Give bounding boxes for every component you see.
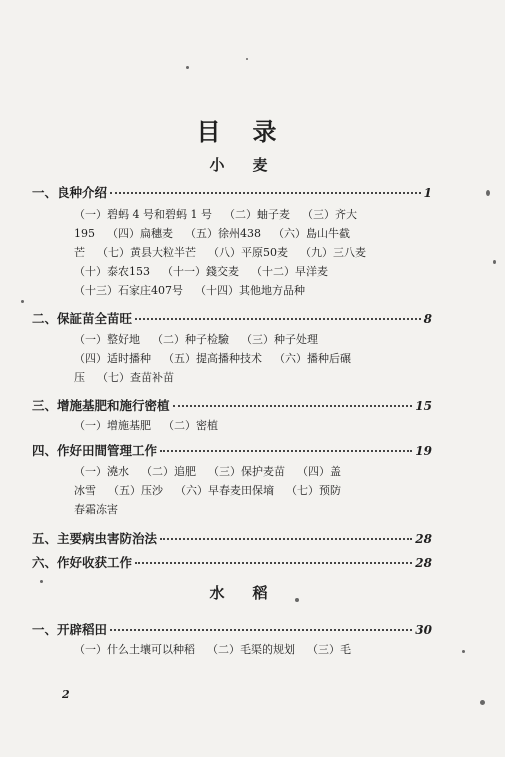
toc-subitem: （三）毛 [307,643,351,656]
toc-subitem: （二）毛渠的规划 [207,643,295,656]
toc-subitem: （十）泰农153 [74,265,150,278]
toc-subitem: （一）什么土壤可以种稻 [74,643,195,656]
toc-subitem: （五）徐州438 [185,227,261,240]
toc-entry[interactable] [32,529,432,547]
toc-subitem: （十三）石家庄407号 [74,284,183,297]
toc-subsection-list [74,640,434,659]
toc-subsection-list [74,205,434,300]
toc-entry[interactable] [32,183,432,201]
toc-subitem: （四）盖 [297,465,341,478]
section-title-wheat: 小麦 [209,156,296,174]
toc-subitem: 压 [74,371,85,384]
leader-dots [160,538,412,540]
page-title: 目录 [196,117,309,146]
toc-subitem: （九）三八麦 [300,246,366,259]
toc-subitem: （一）整好地 [74,333,140,346]
scan-speck [486,190,490,196]
toc-subitem: （七）预防 [286,484,341,497]
toc-subitem: （十二）早洋麦 [251,265,328,278]
scan-speck [21,300,24,303]
toc-page-number: 28 [415,532,432,546]
toc-subitem: （二）种子检驗 [152,333,229,346]
toc-subitem: （三）保护麦苗 [208,465,285,478]
toc-subitem: （一）碧蚂 4 号和碧蚂 1 号 [74,208,212,221]
toc-subitem: （十一）錢交麦 [162,265,239,278]
toc-subitem: （二）密植 [163,419,218,432]
toc-page-number: 28 [415,556,432,570]
toc-entry[interactable] [32,396,432,414]
toc-subitem: （五）压沙 [108,484,163,497]
toc-subitem: 芒 [74,246,85,259]
leader-dots [110,629,412,631]
toc-subitem: （四）适时播种 [74,352,151,365]
toc-entry-label: 六、作好收获工作 [32,555,133,570]
toc-subitem: （二）蚰子麦 [223,208,290,221]
toc-subitem: （六）島山牛截 [273,227,350,240]
toc-subitem: （七）查苗补苗 [97,371,174,384]
toc-page-number: 1 [423,186,432,200]
toc-entry-label: 一、良种介绍 [32,185,108,200]
toc-entry[interactable] [32,620,432,638]
toc-page-number: 15 [415,399,432,413]
leader-dots [135,562,412,564]
section-title-rice: 水稻 [209,584,296,602]
toc-entry[interactable] [32,441,432,459]
leader-dots [160,450,412,452]
scan-speck [462,650,465,653]
toc-subitem: 冰雪 [74,484,96,497]
toc-subitem: （三）种子处理 [241,333,318,346]
toc-entry-label: 五、主要病虫害防治法 [32,531,158,546]
toc-subitem: （六）播种后碾 [274,352,351,365]
toc-page-number: 30 [415,623,432,637]
scan-speck [493,260,496,264]
toc-entry-label: 三、增施基肥和施行密植 [32,398,170,413]
leader-dots [173,405,413,407]
toc-entry[interactable] [32,309,432,327]
toc-entry-label: 一、开辟稻田 [32,622,108,637]
toc-subitem: （一）澆水 [74,465,129,478]
toc-subitem: （四）扁穗麦 [107,227,173,240]
toc-subitem: （六）早春麦田保墒 [175,484,274,497]
toc-subitem: 195 [74,227,95,240]
toc-entry-label: 二、保証苗全苗旺 [32,311,133,326]
toc-subsection-list [74,330,434,387]
scan-speck [246,58,248,60]
toc-subitem: （五）提高播种技术 [163,352,262,365]
page-number: 2 [62,688,70,701]
scan-speck [480,700,485,705]
toc-subitem: （十四）其他地方品种 [195,284,305,297]
toc-page-number: 19 [415,444,432,458]
toc-subitem: 春霜冻害 [74,503,118,516]
toc-subsection-list [74,462,434,519]
toc-entry[interactable] [32,553,432,571]
toc-subitem: （八）平原50麦 [208,246,288,259]
toc-subitem: （三）齐大 [301,208,357,221]
toc-subitem: （一）增施基肥 [74,419,151,432]
leader-dots [135,318,421,320]
leader-dots [110,192,421,194]
toc-subitem: （二）追肥 [141,465,196,478]
toc-subitem: （七）黄县大粒半芒 [97,246,196,259]
toc-entry-label: 四、作好田間管理工作 [32,443,158,458]
toc-subsection-list [74,416,434,435]
toc-page-number: 8 [423,312,432,326]
scan-speck [186,66,189,69]
